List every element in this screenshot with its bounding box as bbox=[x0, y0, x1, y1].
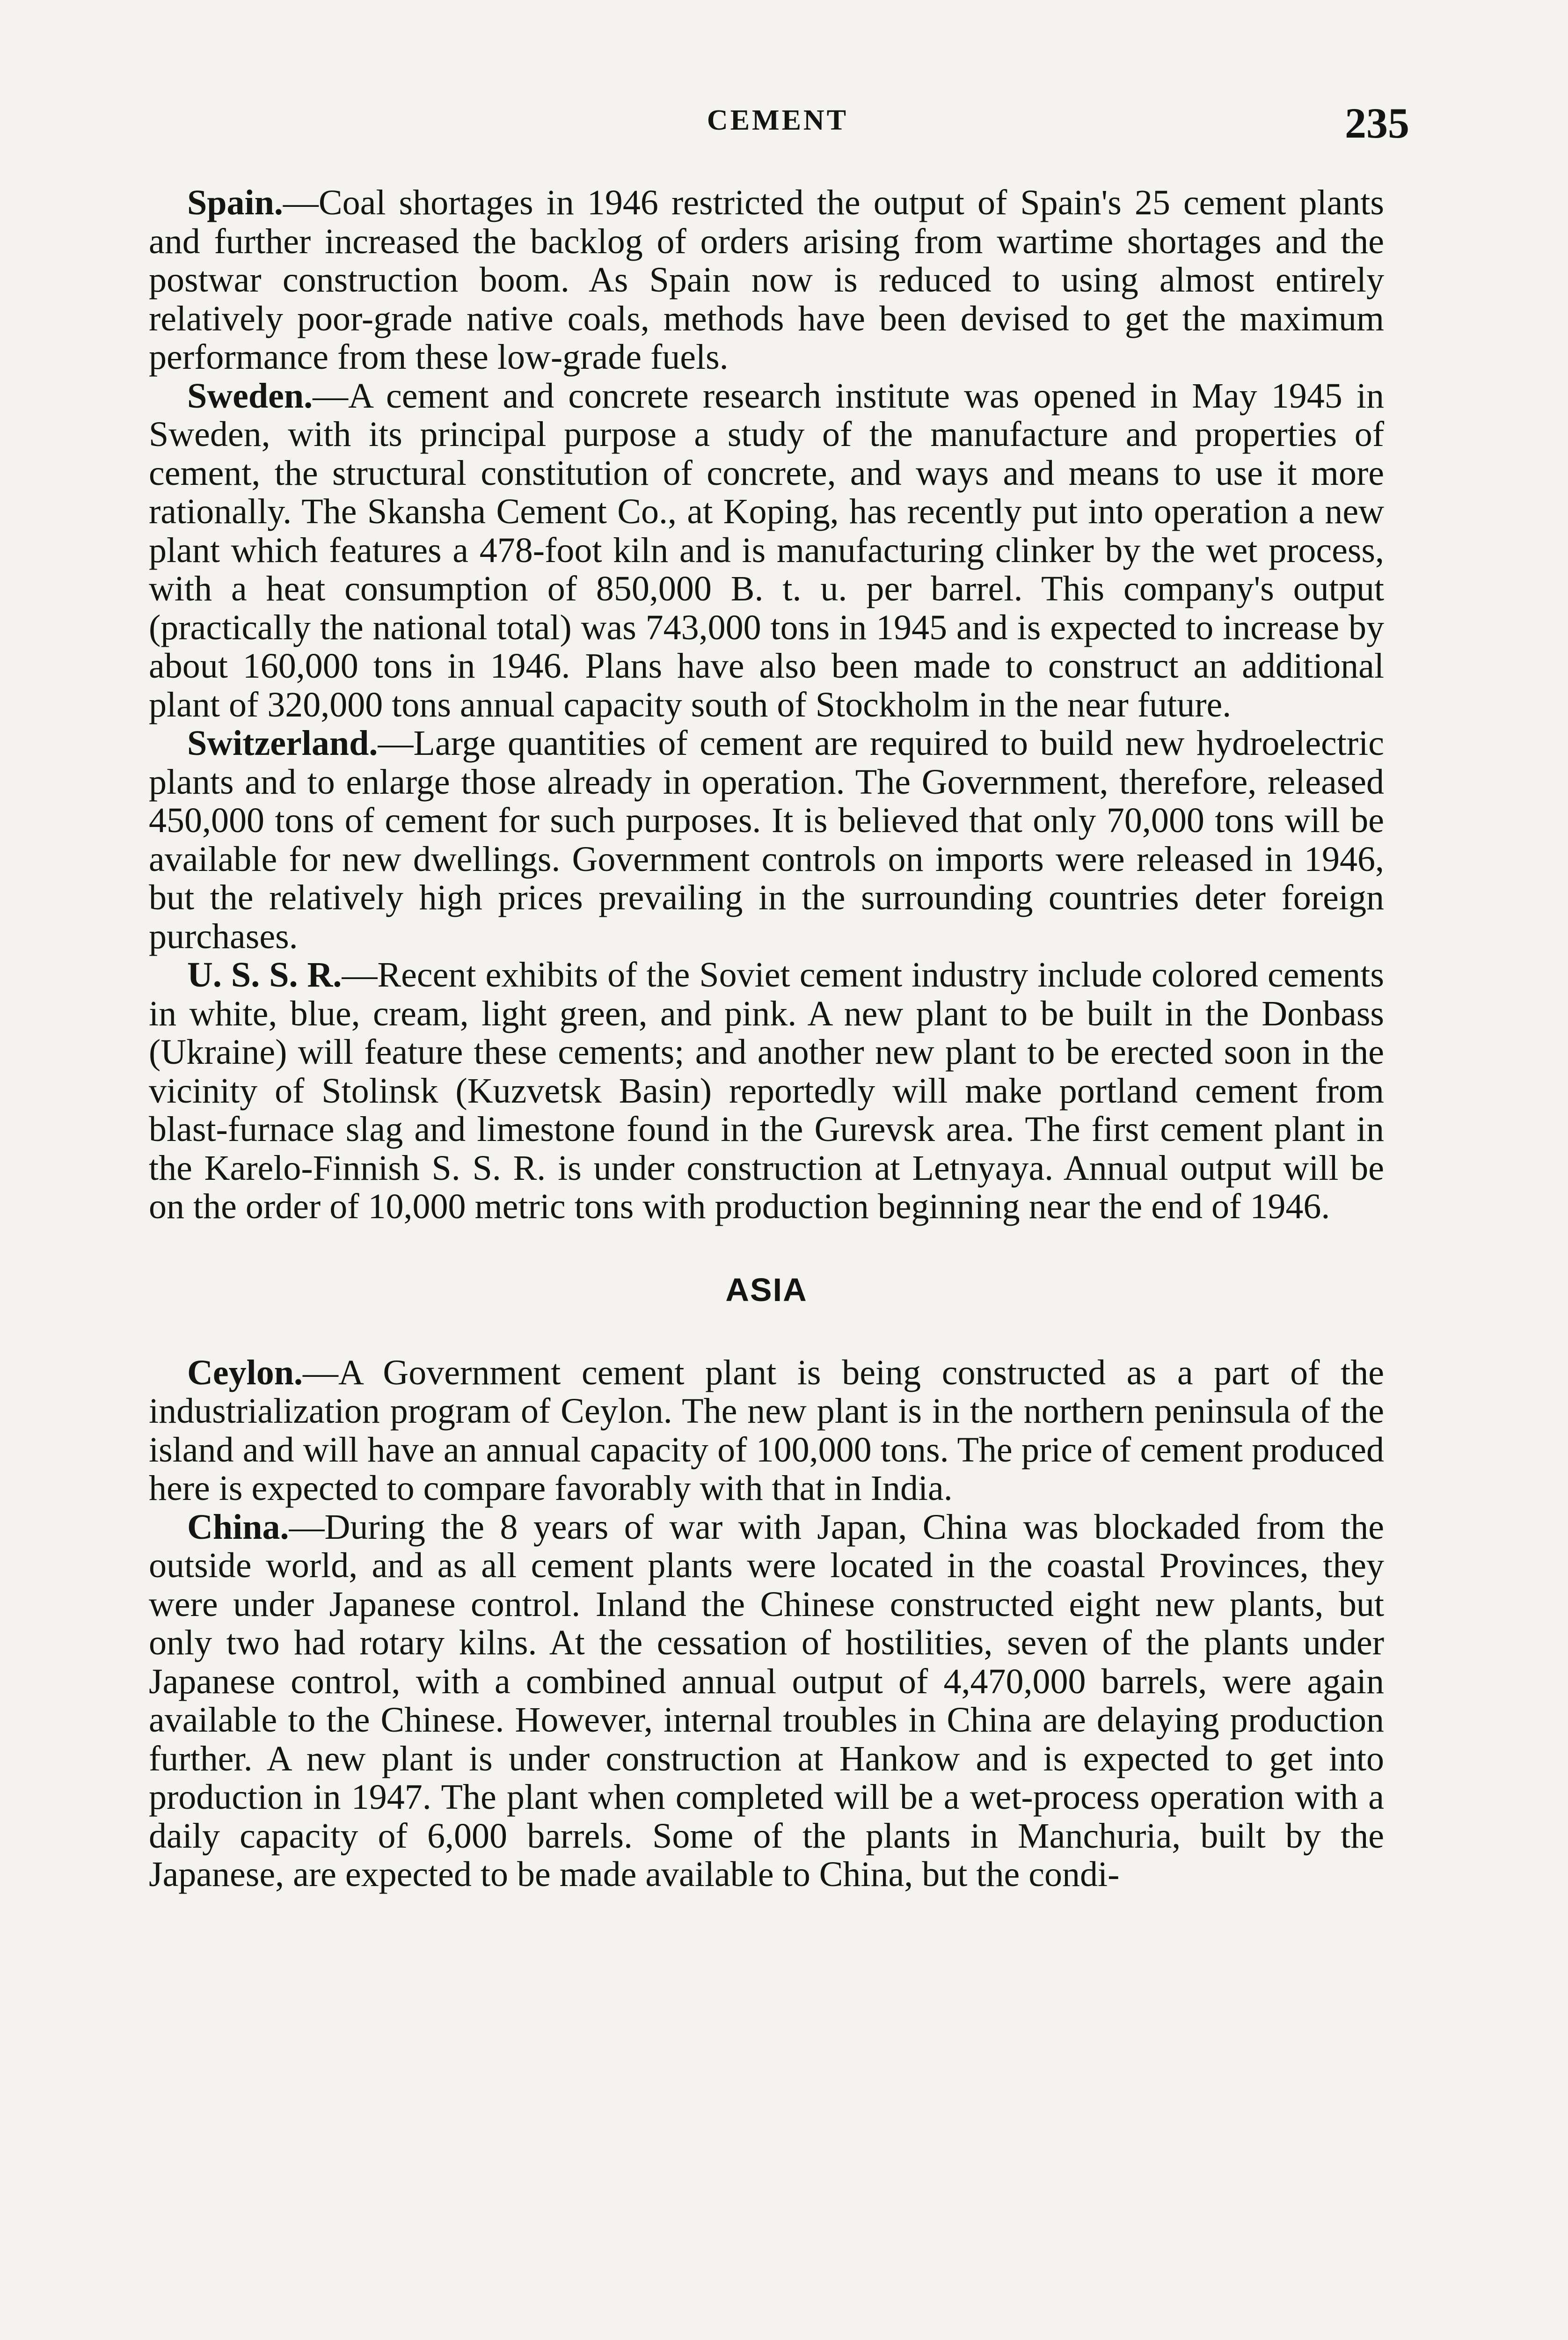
section-heading-asia: ASIA bbox=[725, 1271, 808, 1308]
body-text bbox=[149, 183, 1384, 1894]
paragraph-lead: China. bbox=[187, 1507, 289, 1547]
paragraph-ceylon bbox=[149, 1353, 1384, 1508]
paragraph-china bbox=[149, 1508, 1384, 1894]
page-number: 235 bbox=[1345, 99, 1409, 147]
paragraph-lead: Ceylon. bbox=[187, 1353, 303, 1392]
paragraph-lead: U. S. S. R. bbox=[187, 955, 342, 995]
paragraph-switzerland bbox=[149, 724, 1384, 956]
paragraph-sweden bbox=[149, 377, 1384, 724]
paragraph-text: —Large quantities of cement are required to build new hydroelectric plants and to enlarge those already in operation. The Government, therefore, released 450,000 tons of cement for such purposes. It is believed that only 70,000 tons will be available for new dwellings. Government controls on imports were released in 1946, but the relatively high prices prevailing in the surrounding countries deter foreign purchases. bbox=[149, 724, 1384, 956]
running-title: CEMENT bbox=[707, 104, 849, 136]
paragraph-text: —A Government cement plant is being constructed as a part of the industrialization program of Ceylon. The new plant is in the northern peninsula of the island and will have an annual capacity of 100,000 tons. The price of cement produced here is expected to compare favorably with that in India. bbox=[149, 1353, 1384, 1508]
paragraph-lead: Sweden. bbox=[187, 376, 313, 416]
paragraph-text: —During the 8 years of war with Japan, China was blockaded from the outside world, and as all cement plants were located in the coastal Provinces, they were under Japanese control. Inland the Chinese constructed eight new plants, but only two had rotary kilns. At the cessation of hostilities, seven of the plants under Japanese control, with a combined annual output of 4,470,000 barrels, were again available to the Chinese. However, internal troubles in China are delaying production further. A new plant is under construction at Hankow and is expected to get into production in 1947. The plant when completed will be a wet-process operation with a daily capacity of 6,000 barrels. Some of the plants in Manchuria, built by the Japanese, are expected to be made available to China, but the condi- bbox=[149, 1507, 1384, 1894]
paragraph-lead: Switzerland. bbox=[187, 724, 378, 763]
paragraph-spain bbox=[149, 183, 1384, 377]
paragraph-text: —A cement and concrete research institute was opened in May 1945 in Sweden, with its principal purpose a study of the manufacture and properties of cement, the structural constitution of concrete, and ways and means to use it more rationally. The Skansha Cement Co., at Koping, has recently put into operation a new plant which features a 478-foot kiln and is manufacturing clinker by the wet process, with a heat consumption of 850,000 B. t. u. per barrel. This company's output (practically the national total) was 743,000 tons in 1945 and is expected to increase by about 160,000 tons in 1946. Plans have also been made to construct an additional plant of 320,000 tons annual capacity south of Stockholm in the near future. bbox=[149, 376, 1384, 724]
paragraph-lead: Spain. bbox=[187, 183, 283, 222]
running-header bbox=[146, 99, 1409, 155]
paragraph-ussr bbox=[149, 956, 1384, 1226]
paragraph-text: —Recent exhibits of the Soviet cement industry include colored cements in white, blue, cream, light green, and pink. A new plant to be built in the Donbass (Ukraine) will feature these cements; and another new plant to be erected soon in the vicinity of Stolinsk (Kuzvetsk Basin) reportedly will make portland cement from blast-furnace slag and limestone found in the Gurevsk area. The first cement plant in the Karelo-Finnish S. S. R. is under construction at Letnyaya. Annual output will be on the order of 10,000 metric tons with production beginning near the end of 1946. bbox=[149, 955, 1384, 1226]
paragraph-text: —Coal shortages in 1946 restricted the output of Spain's 25 cement plants and further increased the backlog of orders arising from wartime shortages and the postwar construction boom. As Spain now is reduced to using almost entirely relatively poor-grade native coals, methods have been devised to get the maximum performance from these low-grade fuels. bbox=[149, 183, 1384, 377]
